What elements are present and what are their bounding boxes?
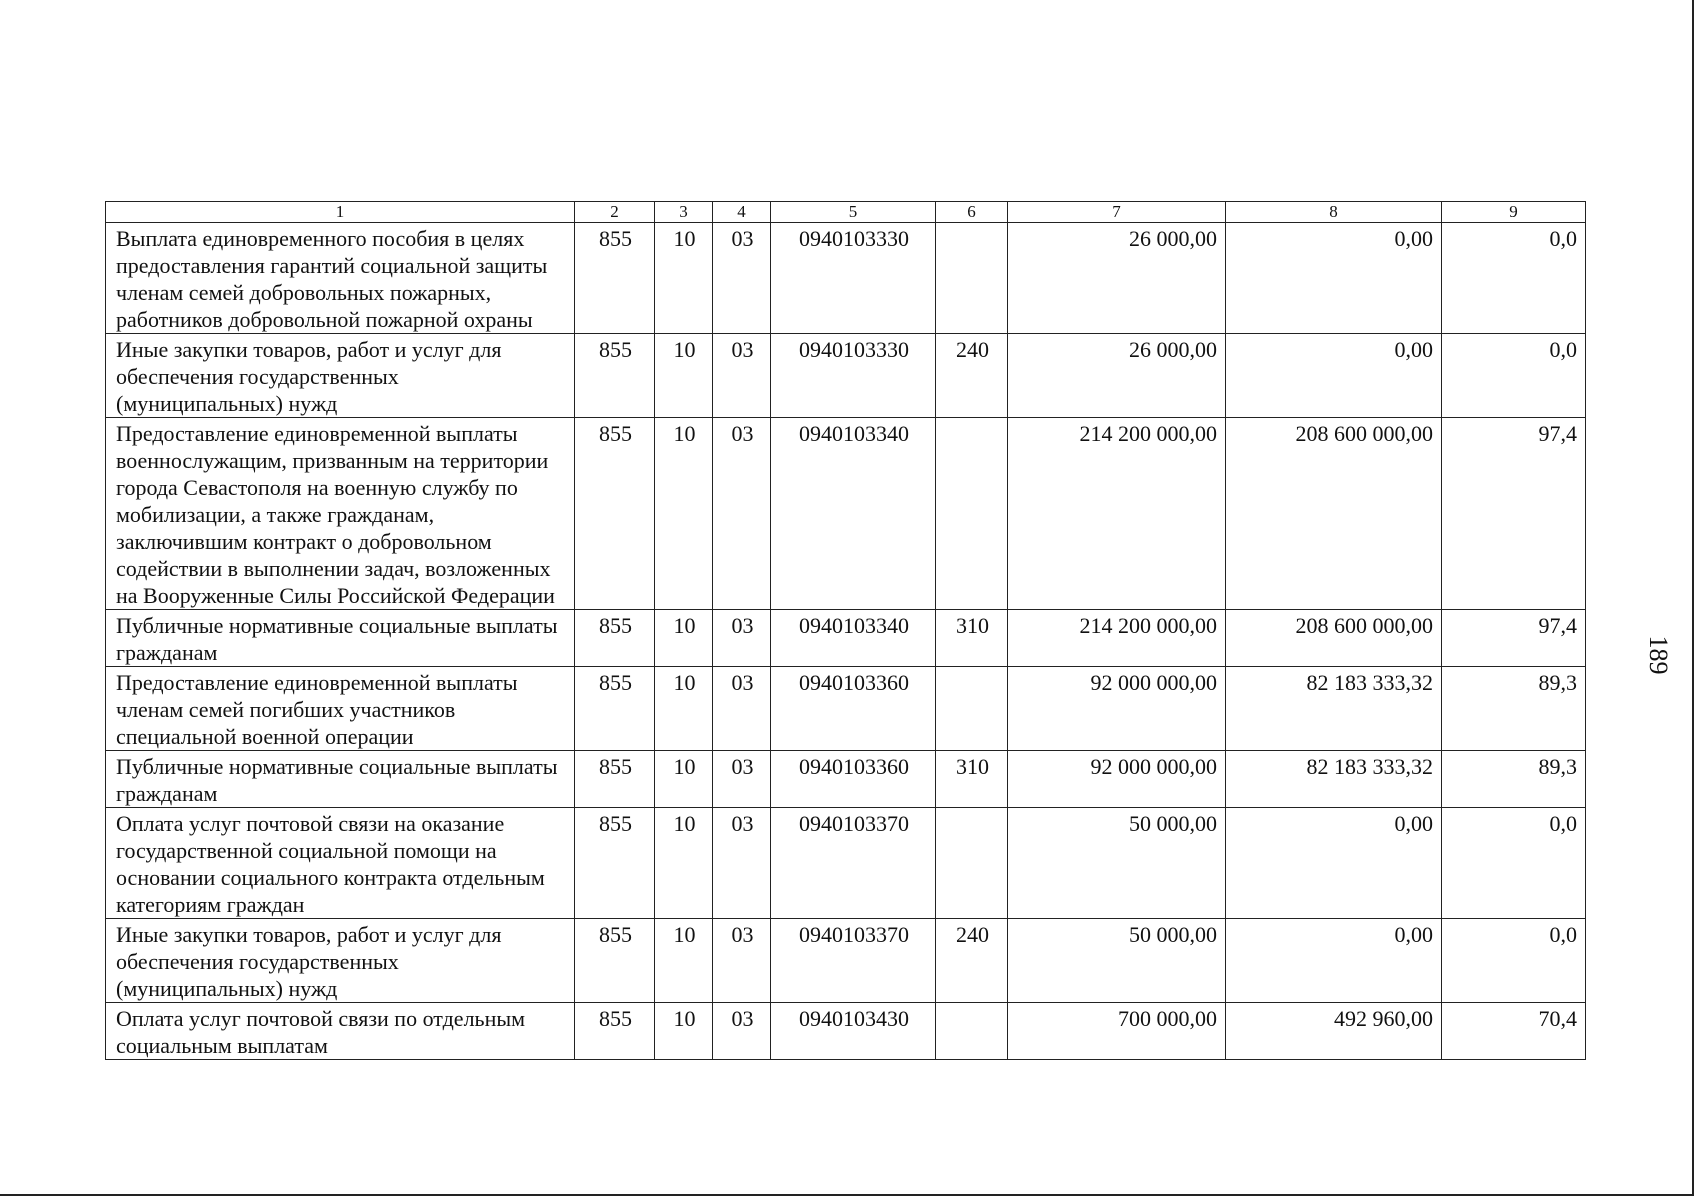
table-cell: 10 bbox=[655, 667, 713, 751]
table-cell: 03 bbox=[713, 610, 771, 667]
table-cell: 310 bbox=[936, 610, 1008, 667]
column-header: 9 bbox=[1442, 202, 1586, 223]
table-body bbox=[106, 223, 1586, 1060]
table-cell: 10 bbox=[655, 418, 713, 610]
table-cell: 208 600 000,00 bbox=[1226, 418, 1442, 610]
table-cell: 0,00 bbox=[1226, 919, 1442, 1003]
page-number: 189 bbox=[1644, 635, 1673, 675]
table-cell: 855 bbox=[575, 223, 655, 334]
table-row bbox=[106, 751, 1586, 808]
table-cell: 03 bbox=[713, 919, 771, 1003]
table-cell: 0940103360 bbox=[771, 751, 936, 808]
table-cell: 50 000,00 bbox=[1008, 808, 1226, 919]
table-cell: Оплата услуг почтовой связи по отдельным социальным выплатам bbox=[106, 1003, 575, 1060]
table-cell: 03 bbox=[713, 223, 771, 334]
table-header-row bbox=[106, 202, 1586, 223]
table-cell: 0940103360 bbox=[771, 667, 936, 751]
table-cell: 855 bbox=[575, 610, 655, 667]
table-cell: Предоставление единовременной выплаты военнослужащим, призванным на территории города Севастополя на военную службу по мобилизации, а также гражданам, заключившим контракт о добровольном содействии в выполнении задач, возложенных на Вооруженные Силы Российской Федерации bbox=[106, 418, 575, 610]
table-cell: 0940103330 bbox=[771, 334, 936, 418]
table-cell: 03 bbox=[713, 334, 771, 418]
column-header: 2 bbox=[575, 202, 655, 223]
table-cell: 855 bbox=[575, 667, 655, 751]
table-cell: 0940103340 bbox=[771, 610, 936, 667]
table-row bbox=[106, 334, 1586, 418]
table-row bbox=[106, 667, 1586, 751]
table-row bbox=[106, 418, 1586, 610]
table-cell: 700 000,00 bbox=[1008, 1003, 1226, 1060]
table-cell: 0940103370 bbox=[771, 808, 936, 919]
table-cell: 70,4 bbox=[1442, 1003, 1586, 1060]
table-cell: 240 bbox=[936, 334, 1008, 418]
table-cell: 855 bbox=[575, 808, 655, 919]
column-header: 1 bbox=[106, 202, 575, 223]
table-cell: 03 bbox=[713, 418, 771, 610]
table-cell: 03 bbox=[713, 808, 771, 919]
table-cell bbox=[936, 1003, 1008, 1060]
table-cell: 10 bbox=[655, 1003, 713, 1060]
budget-table bbox=[105, 201, 1586, 1060]
table-cell: 03 bbox=[713, 751, 771, 808]
table-cell: 0940103330 bbox=[771, 223, 936, 334]
table-row bbox=[106, 223, 1586, 334]
column-header: 5 bbox=[771, 202, 936, 223]
table-row bbox=[106, 919, 1586, 1003]
table-cell: 0940103370 bbox=[771, 919, 936, 1003]
table-row bbox=[106, 808, 1586, 919]
table-cell: 89,3 bbox=[1442, 667, 1586, 751]
table-cell: 50 000,00 bbox=[1008, 919, 1226, 1003]
table-cell: 214 200 000,00 bbox=[1008, 418, 1226, 610]
table-cell: 26 000,00 bbox=[1008, 334, 1226, 418]
table-cell: 0,0 bbox=[1442, 334, 1586, 418]
table-cell: Предоставление единовременной выплаты членам семей погибших участников специальной военной операции bbox=[106, 667, 575, 751]
table-cell: Выплата единовременного пособия в целях предоставления гарантий социальной защиты членам семей добровольных пожарных, работников добровольной пожарной охраны bbox=[106, 223, 575, 334]
table-cell: 82 183 333,32 bbox=[1226, 667, 1442, 751]
table-cell bbox=[936, 667, 1008, 751]
table-cell: 240 bbox=[936, 919, 1008, 1003]
column-header: 7 bbox=[1008, 202, 1226, 223]
table-cell: 26 000,00 bbox=[1008, 223, 1226, 334]
table-cell: 0,0 bbox=[1442, 808, 1586, 919]
table-cell: 92 000 000,00 bbox=[1008, 751, 1226, 808]
table-cell: Публичные нормативные социальные выплаты гражданам bbox=[106, 610, 575, 667]
table-cell: 92 000 000,00 bbox=[1008, 667, 1226, 751]
table-cell: 10 bbox=[655, 334, 713, 418]
column-header: 3 bbox=[655, 202, 713, 223]
column-header: 4 bbox=[713, 202, 771, 223]
table-cell: 855 bbox=[575, 334, 655, 418]
table-cell: 10 bbox=[655, 808, 713, 919]
table-cell: 10 bbox=[655, 223, 713, 334]
table-cell: Оплата услуг почтовой связи на оказание государственной социальной помощи на основании социального контракта отдельным категориям граждан bbox=[106, 808, 575, 919]
table-cell bbox=[936, 808, 1008, 919]
table-row bbox=[106, 610, 1586, 667]
column-header: 8 bbox=[1226, 202, 1442, 223]
table-cell: 10 bbox=[655, 751, 713, 808]
table-cell: 82 183 333,32 bbox=[1226, 751, 1442, 808]
table-cell: Иные закупки товаров, работ и услуг для обеспечения государственных (муниципальных) нужд bbox=[106, 919, 575, 1003]
table-cell: 214 200 000,00 bbox=[1008, 610, 1226, 667]
table-cell: Иные закупки товаров, работ и услуг для обеспечения государственных (муниципальных) нужд bbox=[106, 334, 575, 418]
table-cell: 310 bbox=[936, 751, 1008, 808]
table-cell: 0,00 bbox=[1226, 334, 1442, 418]
table-cell: 0,00 bbox=[1226, 223, 1442, 334]
table-cell: 03 bbox=[713, 1003, 771, 1060]
table-cell: 855 bbox=[575, 751, 655, 808]
table-cell: 0,0 bbox=[1442, 919, 1586, 1003]
table-cell: 0940103430 bbox=[771, 1003, 936, 1060]
table-cell: Публичные нормативные социальные выплаты гражданам bbox=[106, 751, 575, 808]
table-cell: 89,3 bbox=[1442, 751, 1586, 808]
table-cell: 97,4 bbox=[1442, 610, 1586, 667]
table-cell: 0,0 bbox=[1442, 223, 1586, 334]
table-cell: 208 600 000,00 bbox=[1226, 610, 1442, 667]
table-cell bbox=[936, 223, 1008, 334]
table-cell: 10 bbox=[655, 610, 713, 667]
table-cell: 10 bbox=[655, 919, 713, 1003]
table-cell: 855 bbox=[575, 1003, 655, 1060]
table-cell: 855 bbox=[575, 919, 655, 1003]
table-cell bbox=[936, 418, 1008, 610]
table-row bbox=[106, 1003, 1586, 1060]
table-cell: 0940103340 bbox=[771, 418, 936, 610]
table-cell: 492 960,00 bbox=[1226, 1003, 1442, 1060]
table-cell: 97,4 bbox=[1442, 418, 1586, 610]
table-cell: 0,00 bbox=[1226, 808, 1442, 919]
table-cell: 03 bbox=[713, 667, 771, 751]
table-cell: 855 bbox=[575, 418, 655, 610]
column-header: 6 bbox=[936, 202, 1008, 223]
